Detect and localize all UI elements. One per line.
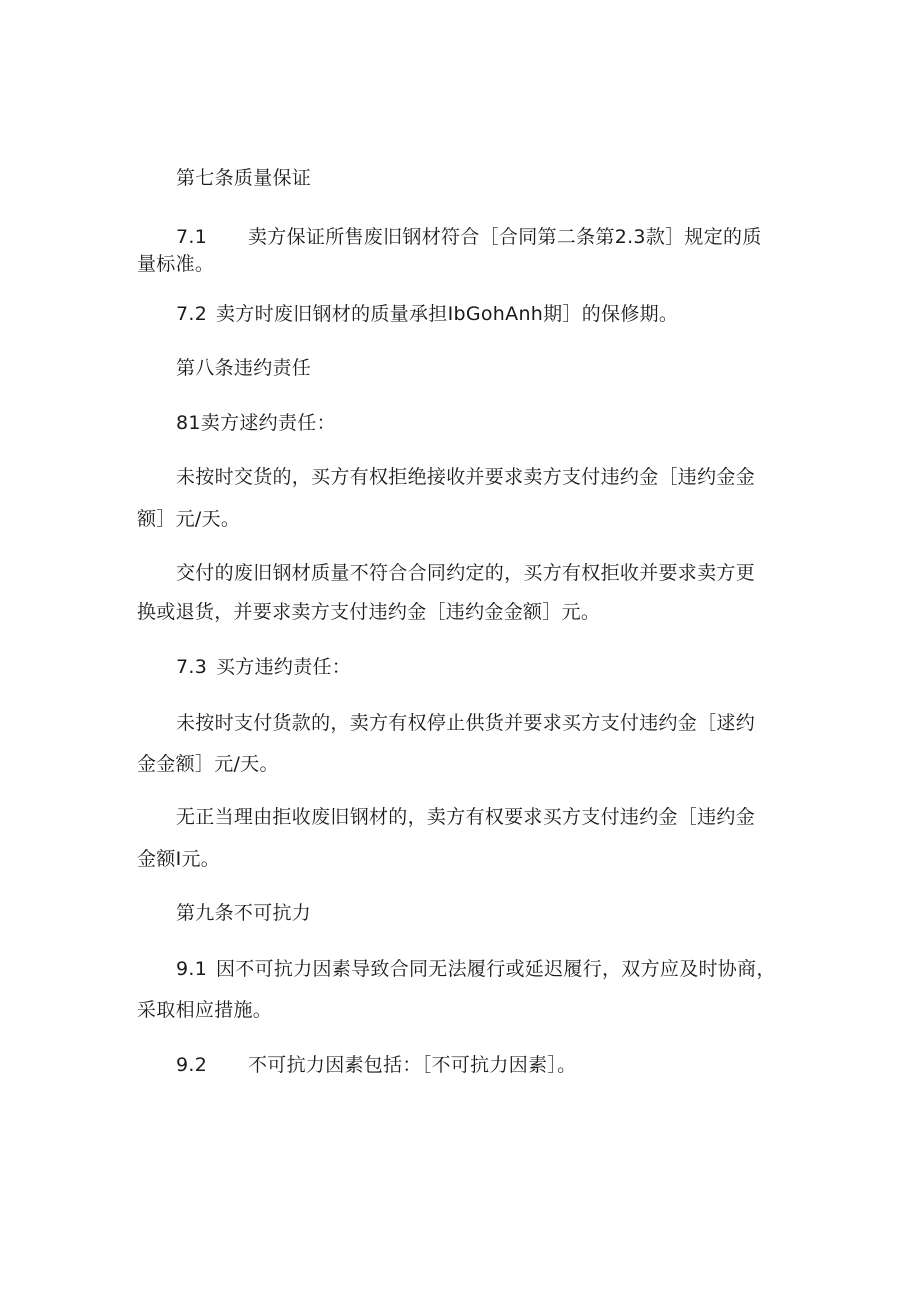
clause-9-2 xyxy=(176,1054,576,1076)
clause-7-1-line-2: 量标准。 xyxy=(137,253,215,275)
clause-number: 7.2 xyxy=(176,303,208,325)
clause-7-3-a-line-2: 金金额］元/天。 xyxy=(137,753,279,775)
clause-number: 7.1 xyxy=(176,226,208,248)
clause-7-1-line-1 xyxy=(176,226,762,248)
clause-text: 因不可抗力因素导致合同无法履行或延迟履行，双方应及时协商， xyxy=(216,958,776,980)
clause-number: 9.1 xyxy=(176,958,208,980)
clause-8-1-a-line-2: 额］元/天。 xyxy=(137,508,241,530)
clause-9-1-line-1 xyxy=(176,958,776,980)
clause-7-3-b-line-2: 金额I元。 xyxy=(137,848,221,870)
article-8-heading: 第八条违约责任 xyxy=(176,357,312,379)
article-9-heading: 第九条不可抗力 xyxy=(176,902,312,924)
clause-8-1-b-line-1: 交付的废旧钢材质量不符合合同约定的，买方有权拒收并要求卖方更 xyxy=(176,562,756,584)
clause-8-1-a-line-1: 未按时交货的，买方有权拒绝接收并要求卖方支付违约金［违约金金 xyxy=(176,466,756,488)
clause-number: 7.3 xyxy=(176,656,208,678)
clause-number: 9.2 xyxy=(176,1054,208,1076)
clause-7-3-a-line-1: 未按时支付货款的，卖方有权停止供货并要求买方支付违约金［逑约 xyxy=(176,712,756,734)
clause-9-1-line-2: 采取相应措施。 xyxy=(137,999,273,1021)
clause-7-3-b-line-1: 无正当理由拒收废旧钢材的，卖方有权要求买方支付违约金［违约金 xyxy=(176,806,756,828)
clause-8-1-b-line-2: 换或退货，并要求卖方支付违约金［违约金金额］元。 xyxy=(137,601,601,623)
clause-7-2 xyxy=(176,303,678,325)
clause-7-3 xyxy=(176,656,351,678)
clause-8-1-heading: 81卖方逑约责任： xyxy=(176,412,336,434)
clause-text: 卖方保证所售废旧钢材符合［合同第二条第2.3款］规定的质 xyxy=(248,226,762,248)
clause-text: 卖方时废旧钢材的质量承担IbGohAnh期］的保修期。 xyxy=(216,303,679,325)
clause-text: 不可抗力因素包括：［不可抗力因素］。 xyxy=(248,1054,577,1076)
article-7-heading: 第七条质量保证 xyxy=(176,167,312,189)
clause-text: 买方违约责任： xyxy=(216,656,352,678)
